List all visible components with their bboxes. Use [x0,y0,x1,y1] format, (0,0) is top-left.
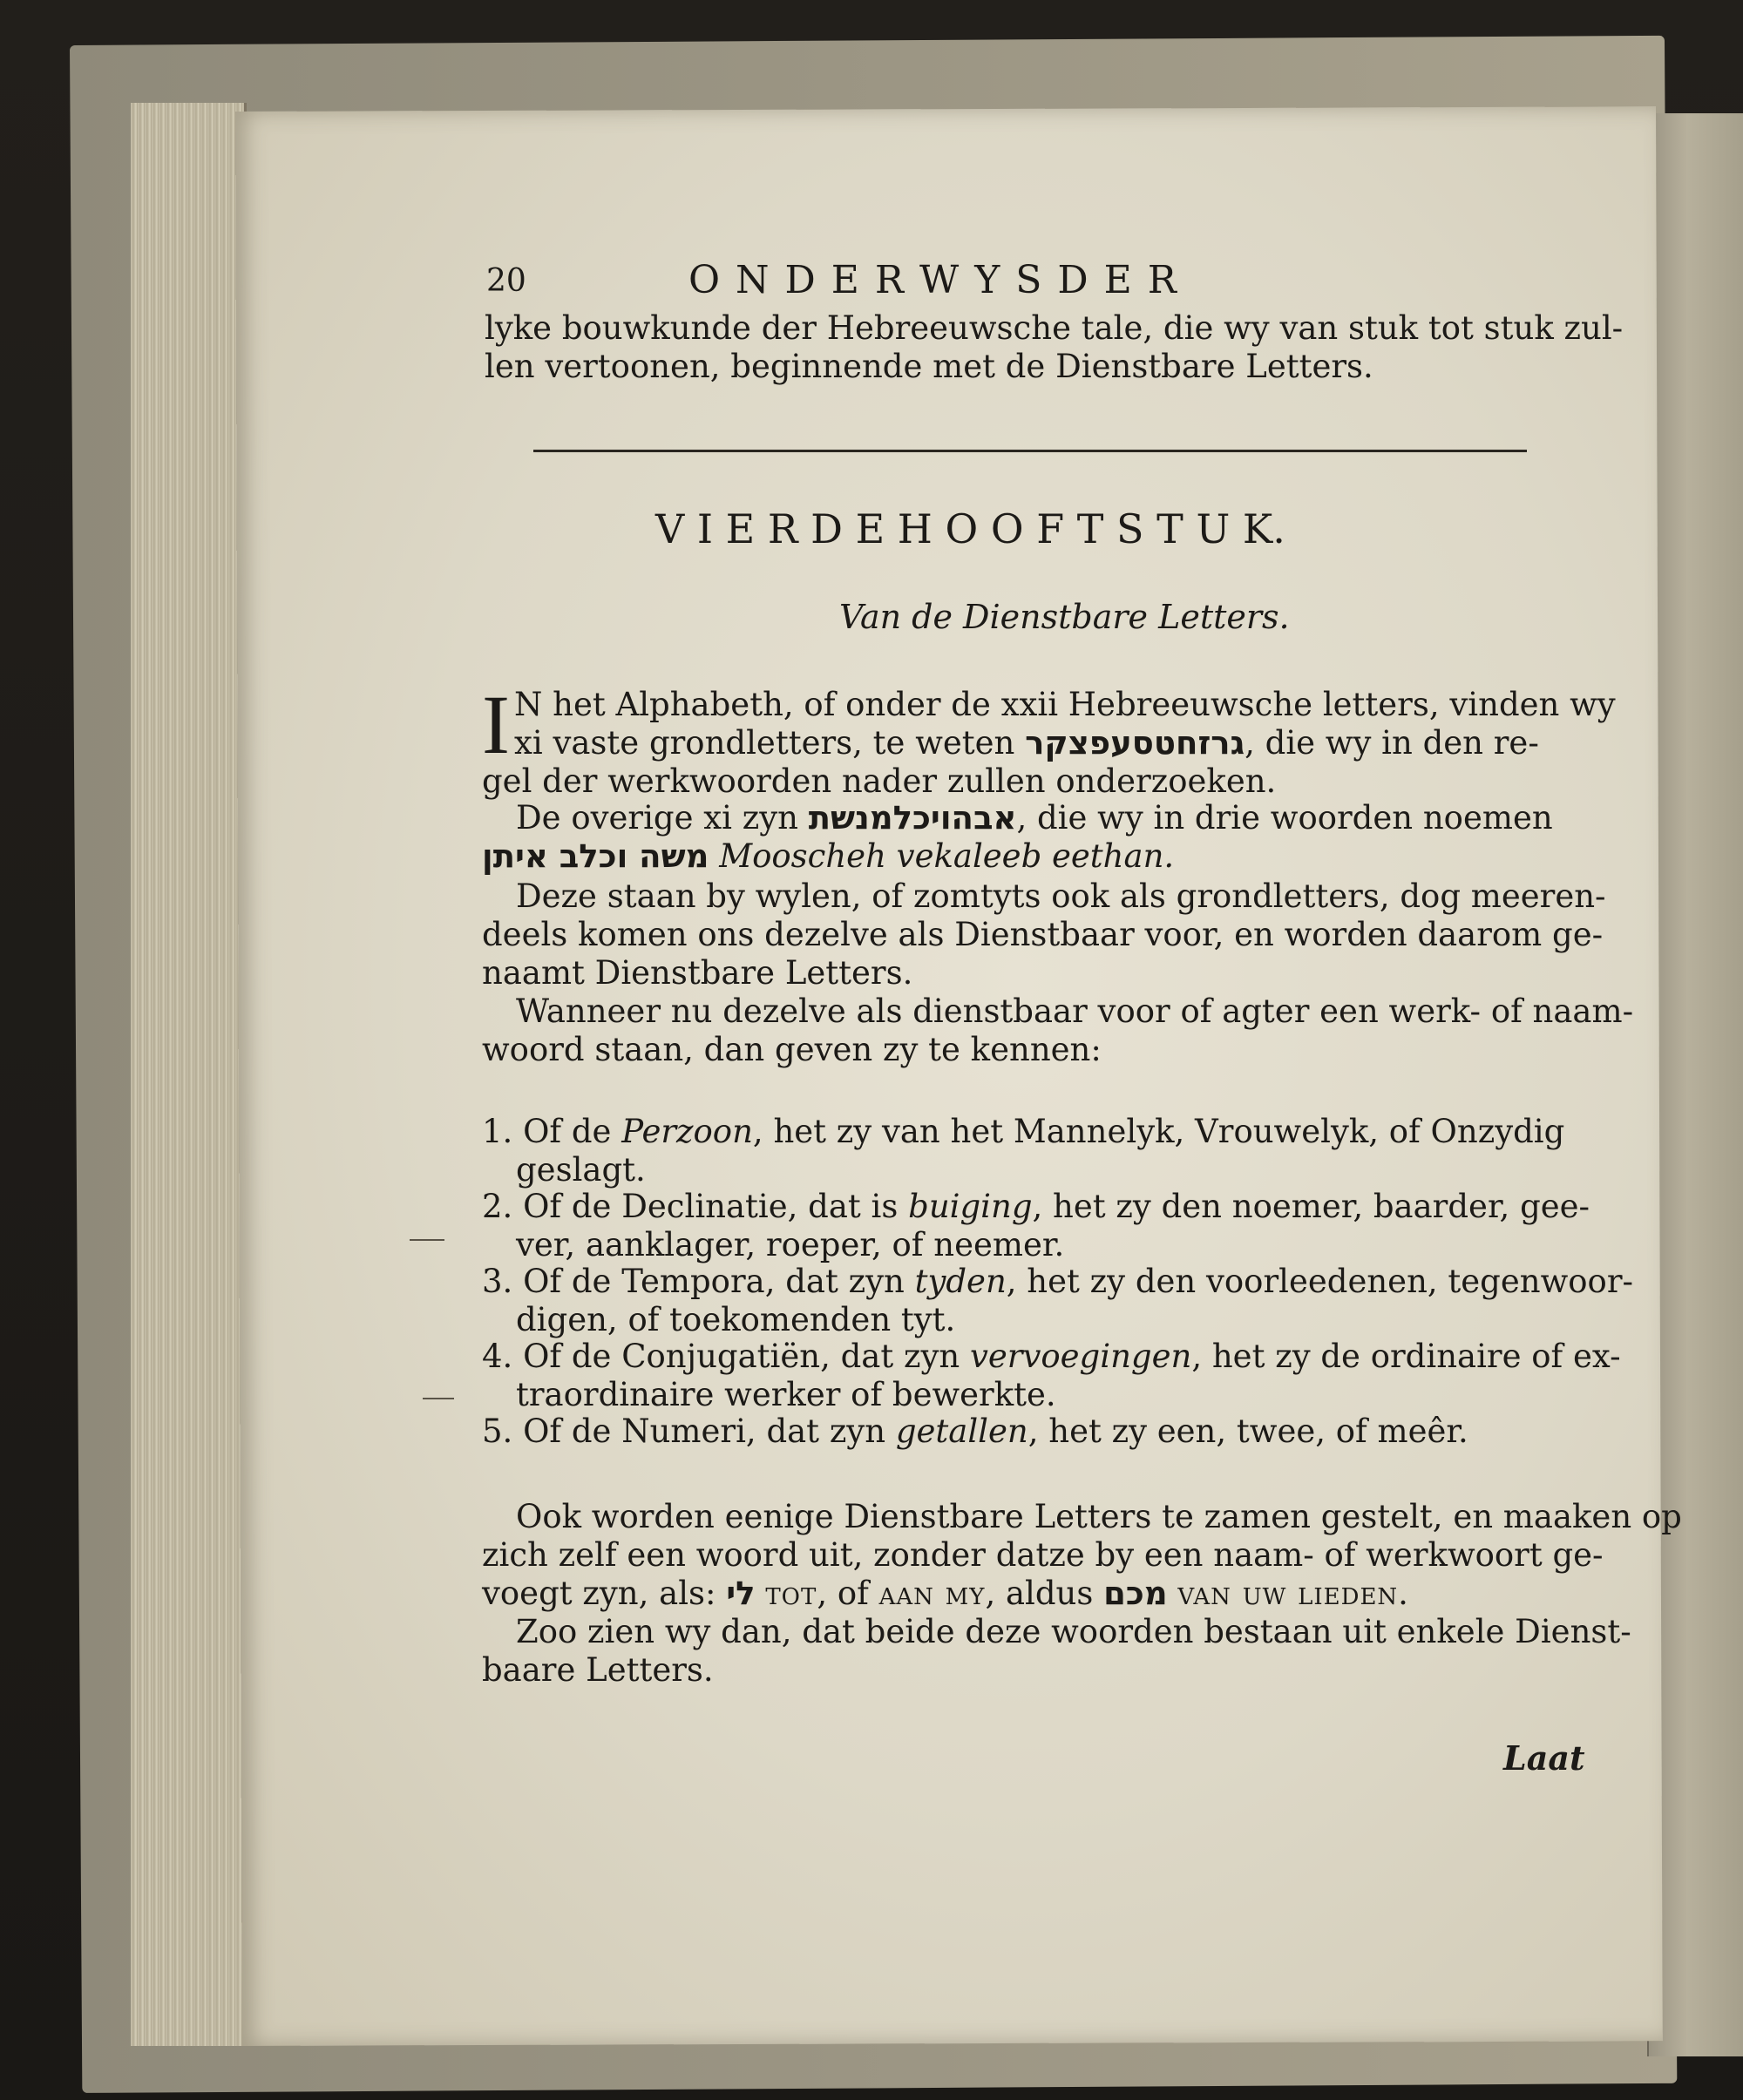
p5-line-1: Ook worden eenige Dienstbare Letters te zamen gestelt, en maaken op [516,1498,1682,1535]
hebrew-root-letters: גרזחטסעפצקר [1025,724,1245,762]
p2-line-1-a: De overige xi zyn [516,799,798,837]
hebrew-mikem: מכם [1103,1575,1168,1612]
list-item-3-line-2: digen, of toekomenden tyt. [516,1301,956,1338]
hebrew-li: לי [726,1575,756,1612]
p1-line-3: gel der werkwoorden nader zullen onderzoeken. [482,762,1277,800]
page-stack-edges [131,103,247,2046]
running-head: O N D E R W Y S D E R [688,258,1178,302]
list-item-4-line-1 [482,1338,1621,1375]
list-item-5-text-a: Of de Numeri, dat zyn [523,1412,886,1450]
p2-line-2 [482,838,1174,875]
continuation-line-1: lyke bouwkunde der Hebreeuwsche tale, die wy van stuk tot stuk zul- [485,309,1624,347]
list-item-3-number: 3. [482,1263,513,1300]
drop-cap: I [482,678,510,771]
list-item-3-text-b: , het zy den voorleedenen, tegenwoor- [1006,1263,1634,1300]
p1-line-2-b: , die wy in den re- [1245,724,1539,762]
list-item-3-line-1 [482,1263,1633,1300]
catchword: Laat [1503,1738,1585,1778]
smallcaps-aan-my: aan my [878,1575,986,1612]
p5-line-3-a: voegt zyn, als: [482,1575,716,1612]
hebrew-servile-letters: אבהויכלמנשת [808,799,1017,837]
p1-line-1: N het Alphabeth, of onder de xxii Hebreeuwsche letters, vinden wy [514,686,1616,723]
section-title: Van de Dienstbare Letters. [839,598,1290,636]
margin-mark [410,1239,444,1241]
list-item-4-line-2: traordinaire werker of bewerkte. [516,1376,1056,1413]
list-item-3-italic: tyden [914,1263,1007,1300]
list-item-4-number: 4. [482,1338,513,1375]
smallcaps-van-uw-lieden: van uw lieden. [1177,1575,1409,1612]
list-item-1-line-1 [482,1114,1564,1150]
list-item-1-number: 1. [482,1113,513,1150]
p6-line-1: Zoo zien wy dan, dat beide deze woorden bestaan uit enkele Dienst- [516,1613,1631,1650]
list-item-3-text-a: Of de Tempora, dat zyn [523,1263,905,1300]
list-item-5-italic: getallen [895,1412,1028,1450]
list-item-2-line-1 [482,1189,1590,1225]
list-item-1-italic: Perzoon [621,1113,753,1150]
p1-line-2-a: xi vaste grondletters, te weten [514,724,1015,762]
list-item-1-text-b: , het zy van het Mannelyk, Vrouwelyk, of Onzydig [752,1113,1565,1150]
list-item-2-number: 2. [482,1188,513,1225]
p5-line-3 [482,1575,1409,1612]
p5-line-2: zich zelf een woord uit, zonder datze by een naam- of werkwoort ge- [482,1536,1604,1574]
list-item-5-line-1 [482,1413,1468,1450]
p6-line-2: baare Letters. [482,1651,714,1689]
p5-line-3-c: , aldus [985,1575,1094,1612]
continuation-line-2: len vertoonen, beginnende met de Dienstbare Letters. [485,348,1373,385]
list-item-4-italic: vervoegingen [970,1338,1192,1375]
list-item-4-text-b: , het zy de ordinaire of ex- [1191,1338,1621,1375]
margin-mark [423,1398,454,1399]
list-item-2-line-2: ver, aanklager, roeper, of neemer. [516,1226,1065,1263]
smallcaps-tot: tot [765,1575,817,1612]
list-item-5-text-b: , het zy een, twee, of meêr. [1027,1412,1468,1450]
p2-line-1 [516,800,1553,837]
p3-line-3: naamt Dienstbare Letters. [482,954,913,992]
hebrew-three-words: משה וכלב איתן [482,837,709,875]
p2-line-1-b: , die wy in drie woorden noemen [1016,799,1553,837]
list-item-4-text-a: Of de Conjugatiën, dat zyn [523,1338,960,1375]
p4-line-2: woord staan, dan geven zy te kennen: [482,1031,1102,1068]
book-page [235,106,1663,2046]
p5-line-3-b: , of [817,1575,869,1612]
section-divider [533,450,1527,452]
p1-line-2 [514,725,1539,762]
p4-line-1: Wanneer nu dezelve als dienstbaar voor of agter een werk- of naam- [516,992,1634,1030]
p3-line-1: Deze staan by wylen, of zomtyts ook als grondletters, dog meeren- [516,877,1606,915]
list-item-1-line-2: geslagt. [516,1151,646,1189]
list-item-5-number: 5. [482,1412,513,1450]
list-item-1-text-a: Of de [523,1113,612,1150]
chapter-title: V I E R D E H O O F T S T U K. [655,505,1285,552]
list-item-2-text-b: , het zy den noemer, baarder, gee- [1032,1188,1590,1225]
list-item-2-text-a: Of de Declinatie, dat is [523,1188,899,1225]
transliteration: Mooscheh vekaleeb eethan. [719,837,1175,875]
list-item-2-italic: buiging [908,1188,1033,1225]
p3-line-2: deels komen ons dezelve als Dienstbaar voor, en worden daarom ge- [482,916,1604,953]
page-number: 20 [486,263,526,299]
